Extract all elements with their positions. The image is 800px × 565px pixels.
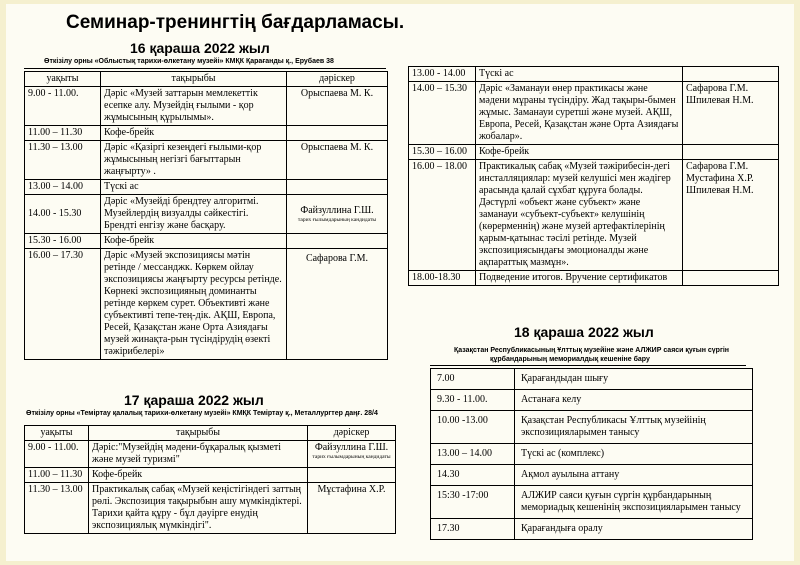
day1-date: 16 қараша 2022 жыл <box>130 40 270 56</box>
table-row <box>431 519 753 540</box>
day2-date: 17 қараша 2022 жыл <box>124 392 264 408</box>
row-time: 13.00 – 14.00 <box>25 180 101 195</box>
day3-venue-line1: Қазақстан Республикасының Ұлттық музейіне және АЛЖИР саяси қуғын сүргін <box>454 347 730 354</box>
row-speaker: Орыспаева М. К. <box>287 141 388 180</box>
row-topic: Кофе-брейк <box>101 234 287 249</box>
day1-venue: Өткізілу орны «Облыстық тарихи-өлкетану музейі» КМҚК Қарағанды қ., Ерубаев 38 <box>44 58 334 65</box>
row-time: 18.00-18.30 <box>409 271 476 286</box>
day1-venue-underline <box>24 68 386 69</box>
row-topic: Түскі ас <box>476 67 683 82</box>
row-speaker <box>287 180 388 195</box>
row-speaker: Сафарова Г.М. Мустафина Х.Р. Шпилевая Н.М. <box>683 160 779 271</box>
table-row <box>409 271 779 286</box>
row-time: 11.00 – 11.30 <box>25 126 101 141</box>
table-row <box>25 195 388 234</box>
row-speaker: Файзуллина Г.Ш. <box>314 442 389 453</box>
table-row <box>25 180 388 195</box>
table-row <box>431 444 753 465</box>
row-topic: Қазақстан Республикасы Ұлттық музейінің экспозицияларымен танысу <box>515 411 753 444</box>
table-row <box>25 441 396 468</box>
table-row <box>431 411 753 444</box>
day3-table <box>430 368 753 540</box>
row-time: 16.00 – 17.30 <box>25 249 101 360</box>
row-speaker: Сафарова Г.М. Шпилевая Н.М. <box>683 82 779 145</box>
row-speaker <box>287 234 388 249</box>
row-time: 14.00 - 15.30 <box>25 195 101 234</box>
program-sheet <box>6 4 794 561</box>
header-topic: тақырыбы <box>101 72 287 87</box>
row-time: 16.00 – 18.00 <box>409 160 476 271</box>
speaker-degree: тарих ғылымдарының кандидаты <box>297 217 377 223</box>
row-speaker-cell <box>308 441 396 468</box>
row-speaker: Мұстафина Х.Р. <box>308 483 396 534</box>
table-row <box>409 145 779 160</box>
row-topic: АЛЖИР саяси қуғын сүргін құрбандарының мемориадық кешенінің экспозицияларымен танысу <box>515 486 753 519</box>
table-row <box>25 249 388 360</box>
table-row <box>25 141 388 180</box>
row-topic: Кофе-брейк <box>476 145 683 160</box>
row-topic: Дәріс «Қазіргі кезеңдегі ғылыми-қор жұмысының негізгі бағыттарын жаңғырту» . <box>101 141 287 180</box>
speaker-degree: тарих ғылымдарының кандидаты <box>312 454 391 460</box>
row-time: 7.00 <box>431 369 515 390</box>
table-row <box>409 160 779 271</box>
header-time: уақыты <box>25 72 101 87</box>
row-topic: Дәріс «Музейді брендтеу алгоритмі. Музейлердің визуалды сәйкестігі. Брендті енгізу және басқару. <box>101 195 287 234</box>
row-time: 15.30 – 16.00 <box>409 145 476 160</box>
row-time: 14.30 <box>431 465 515 486</box>
header-speaker: дәріскер <box>287 72 388 87</box>
row-time: 15.30 - 16.00 <box>25 234 101 249</box>
table-row <box>25 468 396 483</box>
page-title: Семинар-тренингтің бағдарламасы. <box>66 12 405 33</box>
table-row <box>25 483 396 534</box>
day3-venue-underline <box>430 365 746 366</box>
day1-table <box>24 71 388 360</box>
row-topic: Практикалық сабақ «Музей кеңістігіндегі заттың рөлі. Экспозиция тақырыбын ашу мүмкіндіктері. Тарихи қайта құру - бұл дәуірге енудің экспозициялық мүмкіндігі". <box>89 483 308 534</box>
row-time: 10.00 -13.00 <box>431 411 515 444</box>
row-time: 15:30 -17:00 <box>431 486 515 519</box>
row-speaker <box>683 67 779 82</box>
header-speaker: дәріскер <box>308 426 396 441</box>
day2-venue: Өткізілу орны «Теміртау қалалық тарихи-өлкетану музейі» КМҚК Теміртау қ., Металлургтер даңғ. 28/4 <box>26 410 378 417</box>
table-row <box>25 234 388 249</box>
row-speaker-cell <box>287 195 388 234</box>
table-row <box>25 126 388 141</box>
table-row <box>431 465 753 486</box>
row-time: 17.30 <box>431 519 515 540</box>
row-time: 9.00 - 11.00. <box>25 87 101 126</box>
row-time: 11.00 – 11.30 <box>25 468 89 483</box>
header-topic: тақырыбы <box>89 426 308 441</box>
row-time: 11.30 – 13.00 <box>25 483 89 534</box>
day3-date: 18 қараша 2022 жыл <box>514 324 654 340</box>
row-topic: Қарағандыдан шығу <box>515 369 753 390</box>
table-row <box>431 486 753 519</box>
row-topic: Дәріс «Музей экспозициясы мәтін ретінде / мессанджк. Көркем ойлау экспозициясы жаңғырту ресурсы ретінде. Көрнекі экспозицияның доминанты ретінде көркем сурет. Объективті және субъективті тепе-тең-дік. АҚШ, Европа, Ресей, Қазақстан және Орта Азиядағы музей жинақта-рын түсіндірудің өзекті тәжірибелері» <box>101 249 287 360</box>
row-topic: Дәріс «Заманауи өнер практикасы және мәдени мұраны түсіндіру. Жад тақыры-бымен жұмыс. Заманауи суретші және музей. АҚШ, Европа, Ресей, Қазақстан және Орта Азиядағы жобалар». <box>476 82 683 145</box>
row-topic: Ақмол ауылына аттану <box>515 465 753 486</box>
row-speaker: Сафарова Г.М. <box>287 249 388 360</box>
row-topic: Астанаға келу <box>515 390 753 411</box>
row-topic: Түскі ас (комплекс) <box>515 444 753 465</box>
table-row <box>25 87 388 126</box>
row-speaker <box>308 468 396 483</box>
row-time: 9.30 - 11.00. <box>431 390 515 411</box>
day2-header-row <box>25 426 396 441</box>
row-topic: Түскі ас <box>101 180 287 195</box>
day3-venue-line2: құрбандарының мемориалдық кешеніне бару <box>490 356 650 363</box>
row-topic: Дәріс:"Музейдің мәдени-бұқаралық қызметі және музей туризмі" <box>89 441 308 468</box>
header-time: уақыты <box>25 426 89 441</box>
row-topic: Практикалық сабақ «Музей тәжірибесін-дегі инсталляциялар: музей келушісі мен жәдігер арасында қалай сұхбат құруға болады. Дәстүрлі «объект және субъект» және заманауи «субъект-субъект» келушінің (көрерменнің) және музей артефактілерінің қарым-қатынас тәсілі ретінде. Музей экспозициясындағы эмоционалды және ақпараттық мазмұн». <box>476 160 683 271</box>
row-time: 9.00 - 11.00. <box>25 441 89 468</box>
table-row <box>431 390 753 411</box>
table-row <box>409 67 779 82</box>
row-speaker <box>683 145 779 160</box>
day1-header-row <box>25 72 388 87</box>
day2-continued-table <box>408 66 779 286</box>
row-topic: Кофе-брейк <box>89 468 308 483</box>
row-topic: Подведение итогов. Вручение сертификатов <box>476 271 683 286</box>
row-time: 14.00 – 15.30 <box>409 82 476 145</box>
row-speaker <box>683 271 779 286</box>
row-speaker: Орыспаева М. К. <box>287 87 388 126</box>
row-time: 11.30 – 13.00 <box>25 141 101 180</box>
day2-table <box>24 425 396 534</box>
row-speaker: Файзуллина Г.Ш. <box>300 205 374 216</box>
table-row <box>409 82 779 145</box>
table-row <box>431 369 753 390</box>
row-topic: Дәріс «Музей заттарын мемлекеттік есепке алу. Музейдің ғылыми - қор жұмысының құрылымы». <box>101 87 287 126</box>
row-topic: Қарағандыға оралу <box>515 519 753 540</box>
row-time: 13.00 - 14.00 <box>409 67 476 82</box>
row-topic: Кофе-брейк <box>101 126 287 141</box>
row-time: 13.00 – 14.00 <box>431 444 515 465</box>
row-speaker <box>287 126 388 141</box>
